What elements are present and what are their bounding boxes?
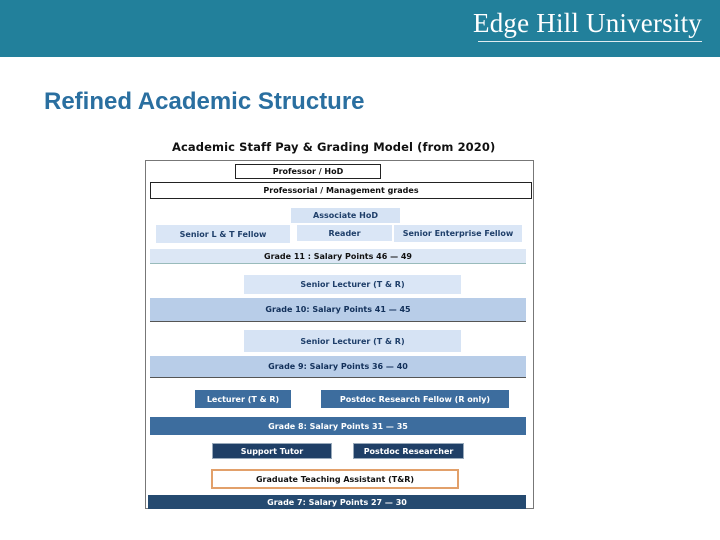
node-postdoc-researcher: Postdoc Researcher: [353, 443, 464, 459]
node-postdoc-research-fellow: Postdoc Research Fellow (R only): [321, 390, 509, 408]
node-professorial-grades: Professorial / Management grades: [150, 182, 532, 199]
node-senior-lecturer-1: Senior Lecturer (T & R): [244, 275, 461, 294]
logo-underline: [478, 41, 702, 42]
node-senior-enterprise-fellow: Senior Enterprise Fellow: [394, 225, 522, 242]
node-senior-lt-fellow: Senior L & T Fellow: [156, 225, 290, 243]
node-associate-hod: Associate HoD: [291, 208, 400, 223]
header-bar: [0, 0, 720, 57]
node-grade-8: Grade 8: Salary Points 31 — 35: [150, 417, 526, 435]
node-grade-11: Grade 11 : Salary Points 46 — 49: [150, 249, 526, 264]
node-professor: Professor / HoD: [235, 164, 381, 179]
node-graduate-teaching-assistant: Graduate Teaching Assistant (T&R): [211, 469, 459, 489]
slide-title: Refined Academic Structure: [44, 88, 365, 115]
node-support-tutor: Support Tutor: [212, 443, 332, 459]
diagram-title: Academic Staff Pay & Grading Model (from 2020): [172, 140, 496, 154]
node-senior-lecturer-2: Senior Lecturer (T & R): [244, 330, 461, 352]
node-grade-7: Grade 7: Salary Points 27 — 30: [148, 495, 526, 509]
node-lecturer: Lecturer (T & R): [195, 390, 291, 408]
university-logo: Edge Hill University: [473, 8, 702, 38]
diagram-frame: [145, 160, 534, 509]
node-grade-10: Grade 10: Salary Points 41 — 45: [150, 298, 526, 322]
node-grade-9: Grade 9: Salary Points 36 — 40: [150, 356, 526, 378]
node-reader: Reader: [297, 225, 392, 241]
